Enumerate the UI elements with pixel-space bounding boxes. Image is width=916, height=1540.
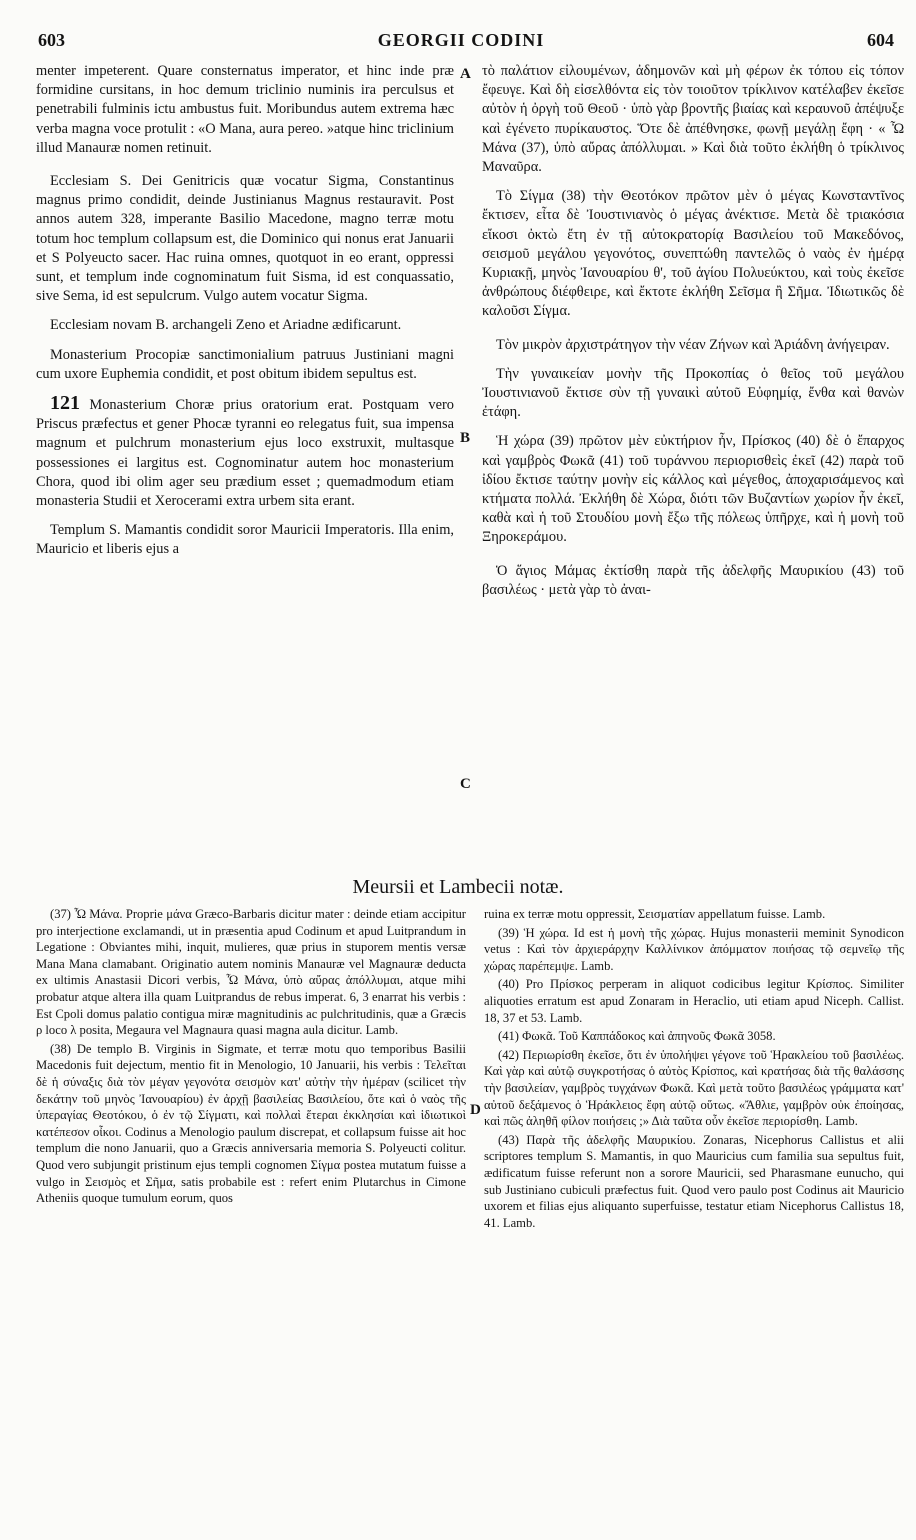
notes-title: Meursii et Lambecii notæ. [352, 876, 564, 898]
greek-paragraph: Τὸν μικρὸν ἀρχιστράτηγον τὴν νέαν Ζήνων καὶ Ἀριάδνη ἀνήγειραν. [496, 336, 890, 353]
greek-paragraph: Ἡ χώρα (39) πρῶτον μὲν εὐκτήριον ἦν, Πρίσκος (40) δὲ ὁ ἔπαρχος καὶ γαμβρὸς Φωκᾶ (41) τοῦ τυράννου περιορισθεὶς ἐκεῖ (42) παρὰ τοῦ ἰδίου ἔκτισε ταύτην μονὴν εἰς κάλλος καὶ μέγεθος, ἀποχαρισάμενος καὶ κτήματα πολλά. Ἐκλήθη δὲ Χώρα, διότι τῶν Βυζαντίων χωρίον ἦν ἐκεῖ, καθὰ καὶ ἡ τοῦ Στουδίου μονὴ ἔξω τῆς πόλεως ὑπῆρχε, καὶ ἡ μονὴ τοῦ Ξηροκεράμου. [482, 433, 904, 546]
greek-paragraph: Τὴν γυναικείαν μονὴν τῆς Προκοπίας ὁ θεῖος τοῦ μεγάλου Ἰουστινιανοῦ ἔκτισε σὺν τῇ γυναικὶ αὐτοῦ Εὐφημίᾳ, ἔνθα καὶ θανὼν ἐτάφη. [482, 365, 904, 421]
latin-paragraph: Ecclesiam S. Dei Genitricis quæ vocatur Sigma, Constantinus magnus primo condidit, deinde Justinianus Magnus restauravit. Post annos autem 328, imperante Basilio Macedone, magno terræ motu totum hoc templum collapsum est, die Dominico qui nonus erat Januarii et S Polyeucto sacer. Hac ruina omnes, quotquot in eo erant, oppressi sunt, et templum inde cognominatum fuit Sisma, id est conquassatio, sive Sema, id est sepulcrum. Vulgo autem vocatur Sigma. [36, 173, 454, 305]
latin-paragraph: Monasterium Procopiæ sanctimonialium patruus Justiniani magni cum uxore Euphemia condidit, et post obitum ibidem sepultus est. [36, 346, 454, 382]
note-40: (40) Pro Πρίσκος perperam in aliquot codicibus legitur Κρίσπος. Similiter aliquoties erratum est apud Zonaram in Heraclio, uti etiam apud Niceph. Callist. 18, 37 et 53. Lamb. [484, 977, 904, 1025]
notes-right-column [484, 906, 904, 1233]
running-title: GEORGII CODINI [377, 30, 545, 50]
greek-paragraph: Τὸ Σίγμα (38) τὴν Θεοτόκον πρῶτον μὲν ὁ μέγας Κωνσταντῖνος ἔκτισεν, εἶτα δὲ Ἰουστινιανὸς ὁ μέγας ἀνέκτισε. Μετὰ δὲ τριακόσια εἴκοσι ὀκτὼ ἔτη ἐν τῇ αὐτοκρατορίᾳ Βασιλείου τοῦ Μακεδόνος, σεισμοῦ μεγάλου γεγονότος, συνεπτώθη παντελῶς ὁ ναὸς ἐν ἡμέρᾳ Κυριακῇ, μηνὸς Ἰανουαρίου θ', τοῦ ἁγίου Πολυεύκτου, καὶ τοὺς ἐκεῖσε ἀνθρώπους διέφθειρε, καὶ ἔκτοτε ἐκλήθη Σεῖσμα ἢ Σῆμα. Ἰδιωτικῶς δὲ καλοῦσι Σίγμα. [482, 188, 904, 320]
notes-left-column [36, 906, 466, 1209]
margin-marker-c: C [460, 776, 471, 792]
note-continuation: ruina ex terræ motu oppressit, Σεισματίαν appellatum fuisse. Lamb. [484, 907, 826, 921]
note-41: (41) Φωκᾶ. Τοῦ Καππάδοκος καὶ ἀπηνοῦς Φωκᾶ 3058. [498, 1029, 776, 1044]
note-37: (37) Ὦ Μάνα. Proprie μάνα Græco-Barbaris dicitur mater : deinde etiam accipitur pro interjectione exclamandi, ut in præsentia apud Codinum et apud Luitprandum in Legatione : Obviantes mihi, inquit, mulieres, quæ prius in stuporem mentis versæ Mana Mana clamabant. Originatio autem nominis Manauræ vel Magnauræ deducta ex ultimis Anastasii Dicori verbis, Ὦ Μάνα, ὑπὸ αὔρας ἀπόλλυμαι, atque mihi probatur atque altera illa quam Luitprandus de rebus imperat. 6, 3 enarrat his verbis : Est Cpoli domus palatio contigua miræ magnitudinis ac pulchritudinis, quæ a Græcis ρ loco λ posita, Megaura vel Magnaura quasi magna aula dicitur. Lamb. [36, 907, 466, 1038]
latin-paragraph-text: Monasterium Choræ prius oratorium erat. Postquam vero Priscus præfectus et gener Phocæ tyranni eo relegatus fuit, sua impensa magnum et pulchrum monasterium ejus loco exstruxit, multasque possessiones ei largitus est. Cognominatur autem hoc monasterium Chora, quod ibi olim ager seu prædium esset ; quemadmodum etiam monasteria Studii et Xerocerami extra urbem sita erant. [36, 397, 454, 510]
greek-column [482, 62, 904, 610]
greek-paragraph: Ὁ ἅγιος Μάμας ἐκτίσθη παρὰ τῆς ἀδελφῆς Μαυρικίου (43) τοῦ βασιλέως · μετὰ γὰρ τὸ ἀναι- [482, 562, 904, 598]
page-number-left: 603 [38, 30, 65, 50]
note-43: (43) Παρὰ τῆς ἀδελφῆς Μαυρικίου. Zonaras, Nicephorus Callistus et alii scriptores templum S. Mamantis, in quo Mauricius cum familia sua sepultus fuit, ædificatum fuisse referunt non a sorore Mauricii, sed Pharasmane eunucho, qui sub Justiniano cubiculi præfectus fuit. Quod vero paulo post Codinus ait Mauricio uxorem et filias ejus aliquanto superfuisse, testatur etiam Nicephorus Callistus 18, 41. Lamb. [484, 1132, 904, 1230]
latin-paragraph: Templum S. Mamantis condidit soror Mauricii Imperatoris. Illa enim, Mauricio et liberis ejus a [36, 522, 454, 558]
margin-marker-b: B [460, 430, 471, 446]
greek-paragraph: τὸ παλάτιον εἰλουμένων, ἀδημονῶν καὶ μὴ φέρων ἐκ τόπου εἰς τόπον ἔφευγε. Καὶ δὴ εἰσελθόντα εἰς τὸν τοιοῦτον τρίκλινον κατέλαβεν ἐκεῖσε αὐτὸν ἡ ὀργὴ τοῦ Θεοῦ · ὑπὸ γὰρ βροντῆς βιαίας καὶ κεραυνοῦ ἀπέψυξε καὶ ἐγένετο πυρίκαυστος. Ὅτε δὲ ἀπέθνησκε, φωνῇ μεγάλῃ ἔφη · « Ὦ Μάνα (37), ὑπὸ αὔρας ἀπόλλυμαι. » Καὶ διὰ τοῦτο ἐκλήθη ὁ τρίκλινος Μαναῦρα. [482, 63, 904, 176]
note-38: (38) De templo B. Virginis in Sigmate, et terræ motu quo temporibus Basilii Macedonis fuit dejectum, mentio fit in Menologio, 10 Januarii, his verbis : Τελεῖται δὲ ἡ σύναξις διὰ τὸν μέγαν γεγονότα σεισμὸν κατ' αὐτὴν τὴν ἡμέραν (scilicet τὴν δεκάτην τοῦ μηνὸς Ἰανουαρίου) ἐν ἀρχῇ βασιλείας Βασιλείου, ὅτε καὶ ὁ ναὸς τῆς ὑπεραγίας Θεοτόκου, ὁ ἐν τῷ Σίγματι, καὶ πολλαὶ ἕτεραι ἐκκλησίαι καὶ ἱδιωτικοὶ κατέπεσον οἶκοι. Codinus a Menologio paulum discrepat, et collapsum fuisse ait hoc templum die nono Januarii, quo a Græcis anniversaria memoria S. Polyeucti colitur. Quod vero subjungit pristinum ejus templi cognomen Σίγμα postea mutatum fuisse a vulgo in Σεισμὸς et Σῆμα, satis probabile est : refert enim Plutarchus in Cimone Atheniis quoque tumulum eorum, quos [36, 1041, 466, 1206]
margin-marker-a: A [460, 66, 471, 82]
section-number: 121 [50, 392, 80, 415]
latin-paragraph: menter impeterent. Quare consternatus imperator, et hinc inde præ formidine cursitans, in hoc demum triclinio numinis ira perculsus et penetrabili fulminis ictu ambustus fuit. Moribundus autem extrema hæc verba magna voce protulit : «O Mana, aura pereo. »atque hinc triclinium illud Manauræ nomen retinuit. [36, 63, 454, 156]
notes [36, 906, 904, 1526]
note-39: (39) Ἡ χώρα. Id est ἡ μονὴ τῆς χώρας. Hujus monasterii meminit Synodicon vetus : Καὶ τὸν ἀρχιεράρχην Καλλίνικον ἀπόμματον ποιήσας τῷ σεμνεῖῳ τῆς χώρας παρέπεμψε. Lamb. [484, 925, 904, 973]
margin-marker-d: D [470, 1102, 481, 1118]
running-header [28, 30, 894, 56]
page-number-right: 604 [867, 30, 894, 50]
main-text [36, 62, 904, 874]
note-42: (42) Περιωρίσθη ἐκεῖσε, ὅτι ἐν ὑπολήψει γέγονε τοῦ Ἡρακλείου τοῦ βασιλέως. Καὶ γὰρ καὶ αὐτῷ συγκροτήσας ὁ αὐτὸς Κρίσπος, καὶ κρατήσας διὰ τῆς θαλάσσης τὴν βασιλείαν, γαμβρὸς τυγχάνων Φωκᾶ. Καὶ μετὰ τοῦτο βασιλέως γράμματα κατ' αὐτοῦ δεξάμενος ὁ Ἡράκλειος ἔφη αὐτῷ οὕτως. «Ἄθλιε, γαμβρὸν οὐκ ἐποίησας, καὶ πῶς ἀληθῆ φίλον ποιήσεις ;» Διὰ ταῦτα οὖν ἐκεῖσε περιορίσθη. Lamb. [484, 1047, 904, 1129]
latin-column [36, 62, 454, 570]
latin-paragraph: Ecclesiam novam B. archangeli Zeno et Ariadne ædificarunt. [50, 317, 402, 334]
latin-paragraph [36, 394, 454, 511]
